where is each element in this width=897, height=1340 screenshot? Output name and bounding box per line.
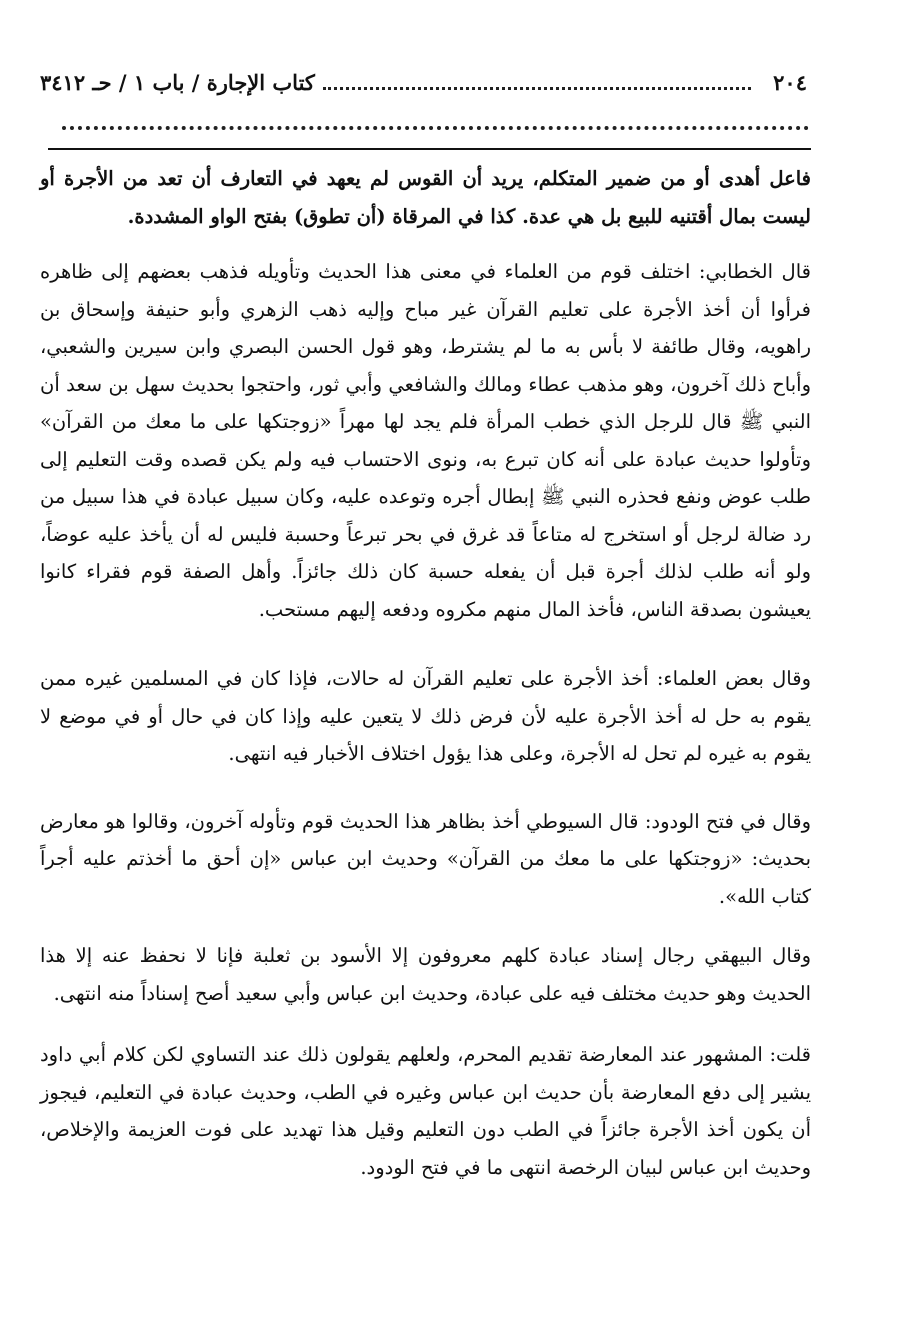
dotted-separator [62, 126, 809, 130]
paragraph-fath-al-wadud: وقال في فتح الودود: قال السيوطي أخذ بظاهر هذا الحديث قوم وتأوله آخرون، وقالوا هو معارض بحديث: «زوجتكها على ما معك من القرآن» وحديث ابن عباس «إن أحق ما أخذتم عليه أجراً كتاب الله». [40, 809, 811, 908]
paragraph-bayhaqi: وقال البيهقي رجال إسناد عبادة كلهم معروفون إلا الأسود بن ثعلبة فإنا لا نحفظ عنه إلا هذا الحديث وهو حديث مختلف فيه على عبادة، وحديث ابن عباس وأبي سعيد أصح إسناداً منه انتهى. [40, 944, 811, 1005]
running-title: كتاب الإجارة / باب ١ / حـ ٣٤١٢ [40, 69, 315, 95]
page-header [40, 62, 807, 102]
page-number: ٢٠٤ [773, 69, 807, 95]
paragraph-some-scholars: وقال بعض العلماء: أخذ الأجرة على تعليم القرآن له حالات، فإذا كان في المسلمين غيره ممن يقوم به حل له أخذ الأجرة عليه لأن فرض ذلك لا يتعين عليه وإذا كان في حال أو في موضع لا يقوم به غيره لم تحل له الأجرة، وعلى هذا يؤول اختلاف الأخبار فيه انتهى. [40, 667, 811, 765]
paragraph-qultu: قلت: المشهور عند المعارضة تقديم المحرم، ولعلهم يقولون ذلك عند التساوي لكن كلام أبي داود يشير إلى دفع المعارضة بأن حديث ابن عباس وغيره في الطب، وحديث عبادة في التعليم، فيجوز أن يكون أخذ الأجرة جائزاً في الطب دون التعليم وقيل هذا تهديد على فوت العزيمة والإخلاص، وحديث ابن عباس لبيان الرخصة انتهى ما في فتح الودود. [40, 1043, 811, 1179]
horizontal-rule [48, 148, 811, 150]
paragraph-khattabi: قال الخطابي: اختلف قوم من العلماء في معنى هذا الحديث وتأويله فذهب بعضهم إلى ظاهره فرأوا أن أخذ الأجرة على تعليم القرآن غير مباح وإليه ذهب الزهري وأبو حنيفة وإسحاق بن راهويه، وقال طائفة لا بأس به ما لم يشترط، وهو قول الحسن البصري وابن سيرين والشعبي، وأباح ذلك آخرون، وهو مذهب عطاء ومالك والشافعي وأبي ثور، واحتجوا بحديث سهل بن سعد أن النبي ﷺ قال للرجل الذي خطب المرأة فلم يجد لها مهراً «زوجتكها على ما معك من القرآن» وتأولوا حديث عبادة على أنه كان تبرع به، ونوى الاحتساب فيه ولم يكن قصده وقت التعليم إلى طلب عوض ونفع فحذره النبي ﷺ إبطال أجره وتوعده عليه، وكان سبيل عبادة في هذا سبيل من رد ضالة لرجل أو استخرج له متاعاً قد غرق في بحر تبرعاً وحسبة فليس له أن يأخذ عليه عوضاً، ولو أنه طلب لذلك أجرة قبل أن يفعله حسبة كان ذلك جائزاً. وأهل الصفة قوم فقراء كانوا يعيشون بصدقة الناس، فأخذ المال منهم مكروه ودفعه إليهم مستحب. [40, 260, 811, 621]
footnote-continuation: فاعل أهدى أو من ضمير المتكلم، يريد أن القوس لم يعهد في التعارف أن تعد من الأجرة أو ليست بمال أقتنيه للبيع بل هي عدة. كذا في المرقاة (أن تطوق) بفتح الواو المشددة. [40, 167, 811, 228]
body-text [40, 160, 811, 1186]
header-dotted-leader [323, 87, 751, 90]
